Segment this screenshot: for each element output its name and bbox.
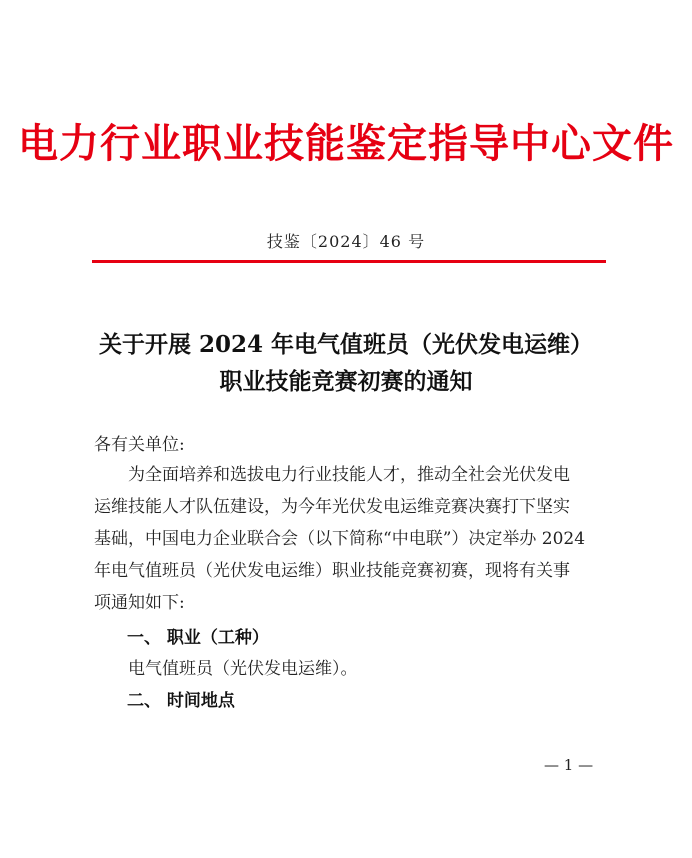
paragraph-line: 年电气值班员（光伏发电运维）职业技能竞赛初赛，现将有关事 — [94, 561, 570, 581]
document-number: 技鉴〔2024〕46 号 — [266, 232, 426, 251]
notice-title-line-2: 职业技能竞赛初赛的通知 — [219, 368, 473, 395]
notice-title-line-1: 关于开展 2024 年电气值班员（光伏发电运维） — [98, 331, 594, 358]
paragraph-line: 为全面培养和选拔电力行业技能人才，推动全社会光伏发电 — [128, 465, 570, 485]
paragraph-line: 运维技能人才队伍建设，为今年光伏发电运维竞赛决赛打下坚实 — [94, 497, 570, 517]
red-divider-line — [92, 260, 606, 263]
paragraph-line: 基础，中国电力企业联合会（以下简称“中电联”）决定举办 2024 — [94, 529, 586, 549]
salutation: 各有关单位: — [94, 435, 185, 455]
issuing-org-title: 电力行业职业技能鉴定指导中心文件 — [18, 121, 674, 167]
section-heading-time-location: 二、 时间地点 — [127, 691, 235, 711]
section-heading-occupation: 一、 职业（工种） — [127, 628, 269, 648]
section-content-occupation: 电气值班员（光伏发电运维）。 — [128, 659, 358, 679]
paragraph-line: 项通知如下: — [94, 593, 185, 613]
page-number: — 1 — — [544, 756, 594, 774]
